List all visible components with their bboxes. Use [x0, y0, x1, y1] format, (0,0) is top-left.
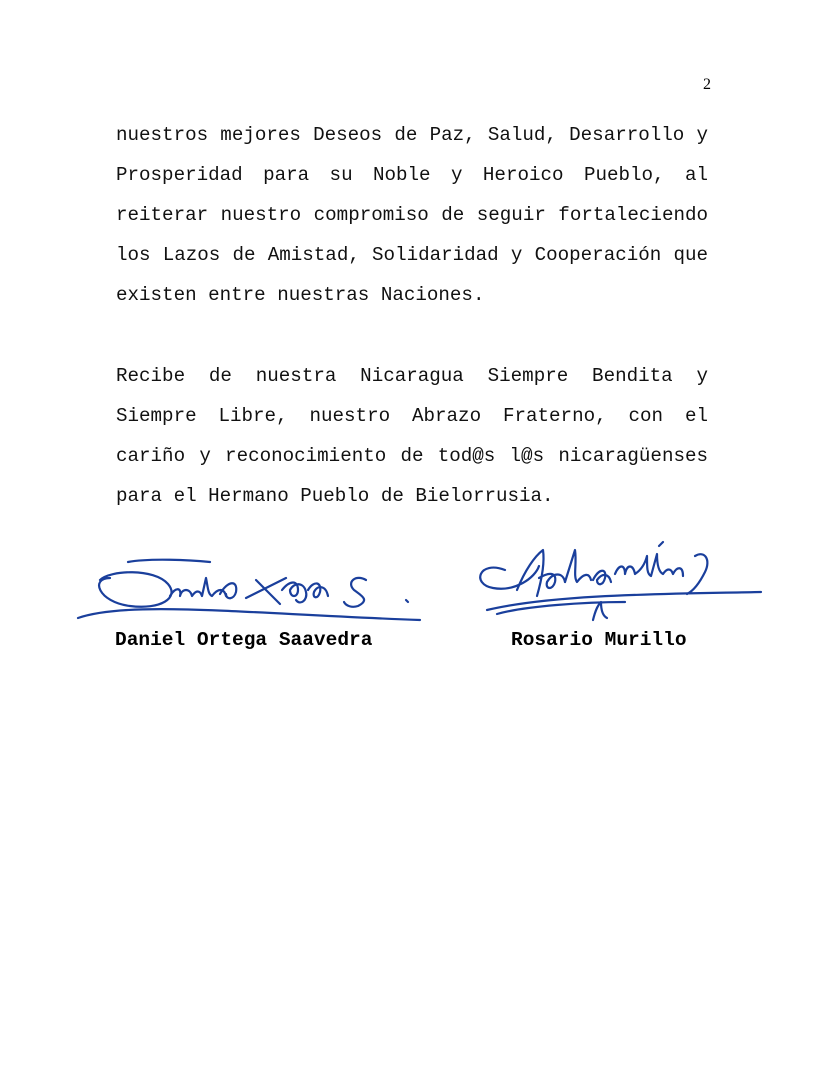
signatory-name-daniel-ortega: Daniel Ortega Saavedra — [115, 629, 373, 651]
body-paragraph-1: nuestros mejores Deseos de Paz, Salud, Desarrollo y Prosperidad para su Noble y Heroico Pueblo, al reiterar nuestro compromiso de seguir fortaleciendo los Lazos de Amistad, Solidaridad y Cooperación que existen entre nuestras Naciones. — [116, 124, 708, 306]
signatory-name-rosario-murillo: Rosario Murillo — [511, 629, 687, 651]
signature-area — [70, 530, 770, 640]
body-paragraph-2: Recibe de nuestra Nicaragua Siempre Bendita y Siempre Libre, nuestro Abrazo Fraterno, con el cariño y reconocimiento de tod@s l@s nicaragüenses para el Hermano Pueblo de Bielorrusia. — [116, 365, 708, 507]
signature-rosario-murillo — [465, 530, 765, 630]
page-number: 2 — [703, 76, 711, 93]
signature-daniel-ortega — [70, 540, 430, 630]
